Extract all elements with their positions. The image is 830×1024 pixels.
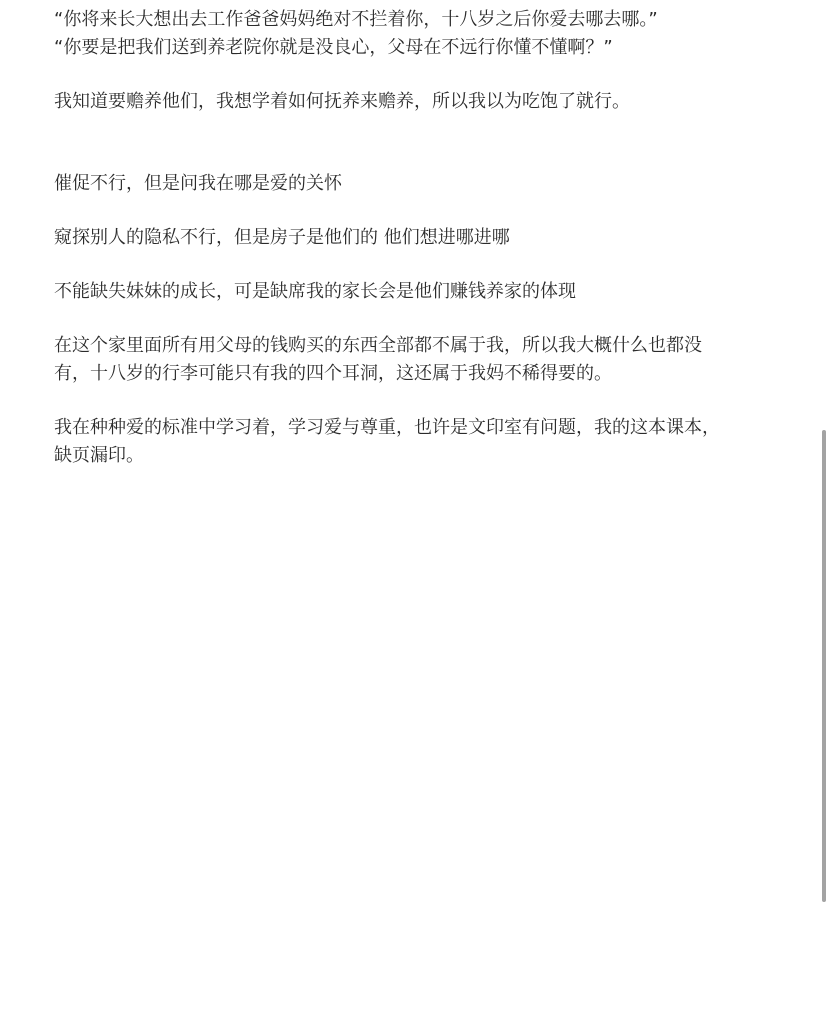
paragraph-4: 不能缺失妹妹的成长，可是缺席我的家长会是他们赚钱养家的体现 [54,281,576,302]
paragraph-5-line-2: 有，十八岁的行李可能只有我的四个耳洞，这还属于我妈不稀得要的。 [54,363,612,384]
paragraph-2: 催促不行，但是问我在哪是爱的关怀 [54,173,342,194]
paragraph-3: 窥探别人的隐私不行，但是房子是他们的 他们想进哪进哪 [54,227,510,248]
paragraph-6-line-1: 我在种种爱的标准中学习着，学习爱与尊重，也许是文印室有问题，我的这本课本， [54,417,720,438]
quote-line-1: “你将来长大想出去工作爸爸妈妈绝对不拦着你，十八岁之后你爱去哪去哪。” [54,9,658,30]
paragraph-1: 我知道要赡养他们，我想学着如何抚养来赡养，所以我以为吃饱了就行。 [54,91,630,112]
paragraph-6-line-2: 缺页漏印。 [54,445,144,466]
quote-line-2: “你要是把我们送到养老院你就是没良心，父母在不远行你懂不懂啊？” [54,37,613,58]
document-body [54,6,766,470]
vertical-scrollbar[interactable] [822,430,826,902]
paragraph-5-line-1: 在这个家里面所有用父母的钱购买的东西全部都不属于我，所以我大概什么也都没 [54,335,702,356]
